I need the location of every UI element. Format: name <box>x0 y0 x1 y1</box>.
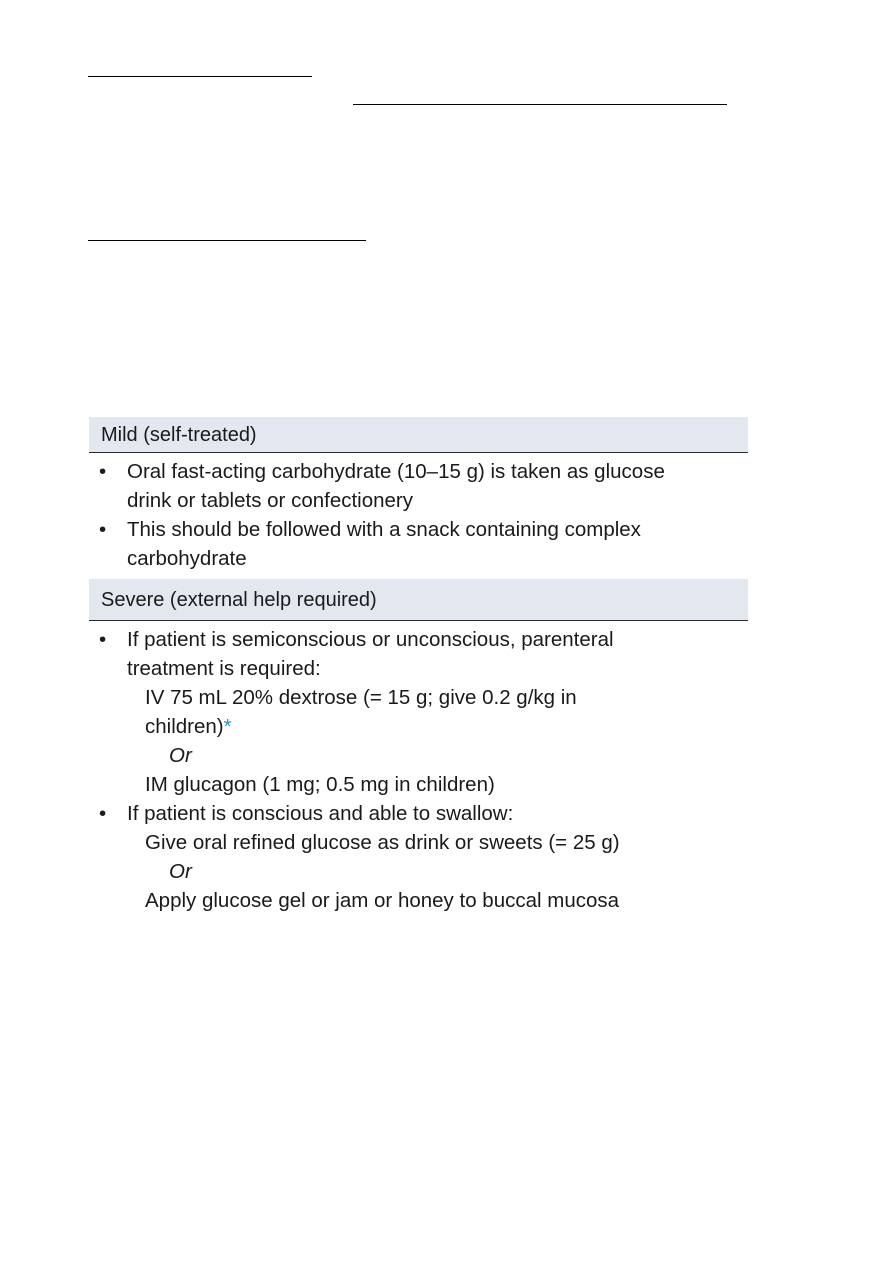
underline-rule-1 <box>88 76 312 77</box>
bullet-icon: • <box>99 802 107 825</box>
list-item: • This should be followed with a snack containing complex <box>89 515 748 544</box>
or-connector: Or <box>169 744 192 767</box>
list-item: • Oral fast-acting carbohydrate (10–15 g) is taken as glucose <box>89 457 748 486</box>
list-item-continuation: drink or tablets or confectionery <box>127 489 413 512</box>
underline-rule-2 <box>353 104 727 105</box>
glucose-gel-line: Apply glucose gel or jam or honey to buccal mucosa <box>145 889 620 912</box>
list-item-continuation: treatment is required: <box>127 657 321 680</box>
hypoglycemia-treatment-table <box>89 417 748 921</box>
bullet-icon: • <box>99 628 107 651</box>
list-item: • If patient is semiconscious or unconscious, parenteral <box>89 625 748 654</box>
severe-section-body <box>89 621 748 921</box>
list-item: • If patient is conscious and able to swallow: <box>89 799 748 828</box>
im-glucagon-line: IM glucagon (1 mg; 0.5 mg in children) <box>145 773 495 796</box>
iv-dextrose-line-continuation: children)* <box>145 715 232 738</box>
bullet-icon: • <box>99 518 107 541</box>
underline-rule-3 <box>88 240 366 241</box>
list-item-continuation: carbohydrate <box>127 547 247 570</box>
oral-glucose-line: Give oral refined glucose as drink or sweets (= 25 g) <box>145 831 620 854</box>
footnote-asterisk: * <box>223 715 232 738</box>
mild-section-header: Mild (self-treated) <box>89 417 748 453</box>
iv-dextrose-line: IV 75 mL 20% dextrose (= 15 g; give 0.2 g/kg in <box>145 686 577 709</box>
mild-section-body <box>89 453 748 579</box>
severe-section-header: Severe (external help required) <box>89 579 748 621</box>
bullet-icon: • <box>99 460 107 483</box>
or-connector: Or <box>169 860 192 883</box>
